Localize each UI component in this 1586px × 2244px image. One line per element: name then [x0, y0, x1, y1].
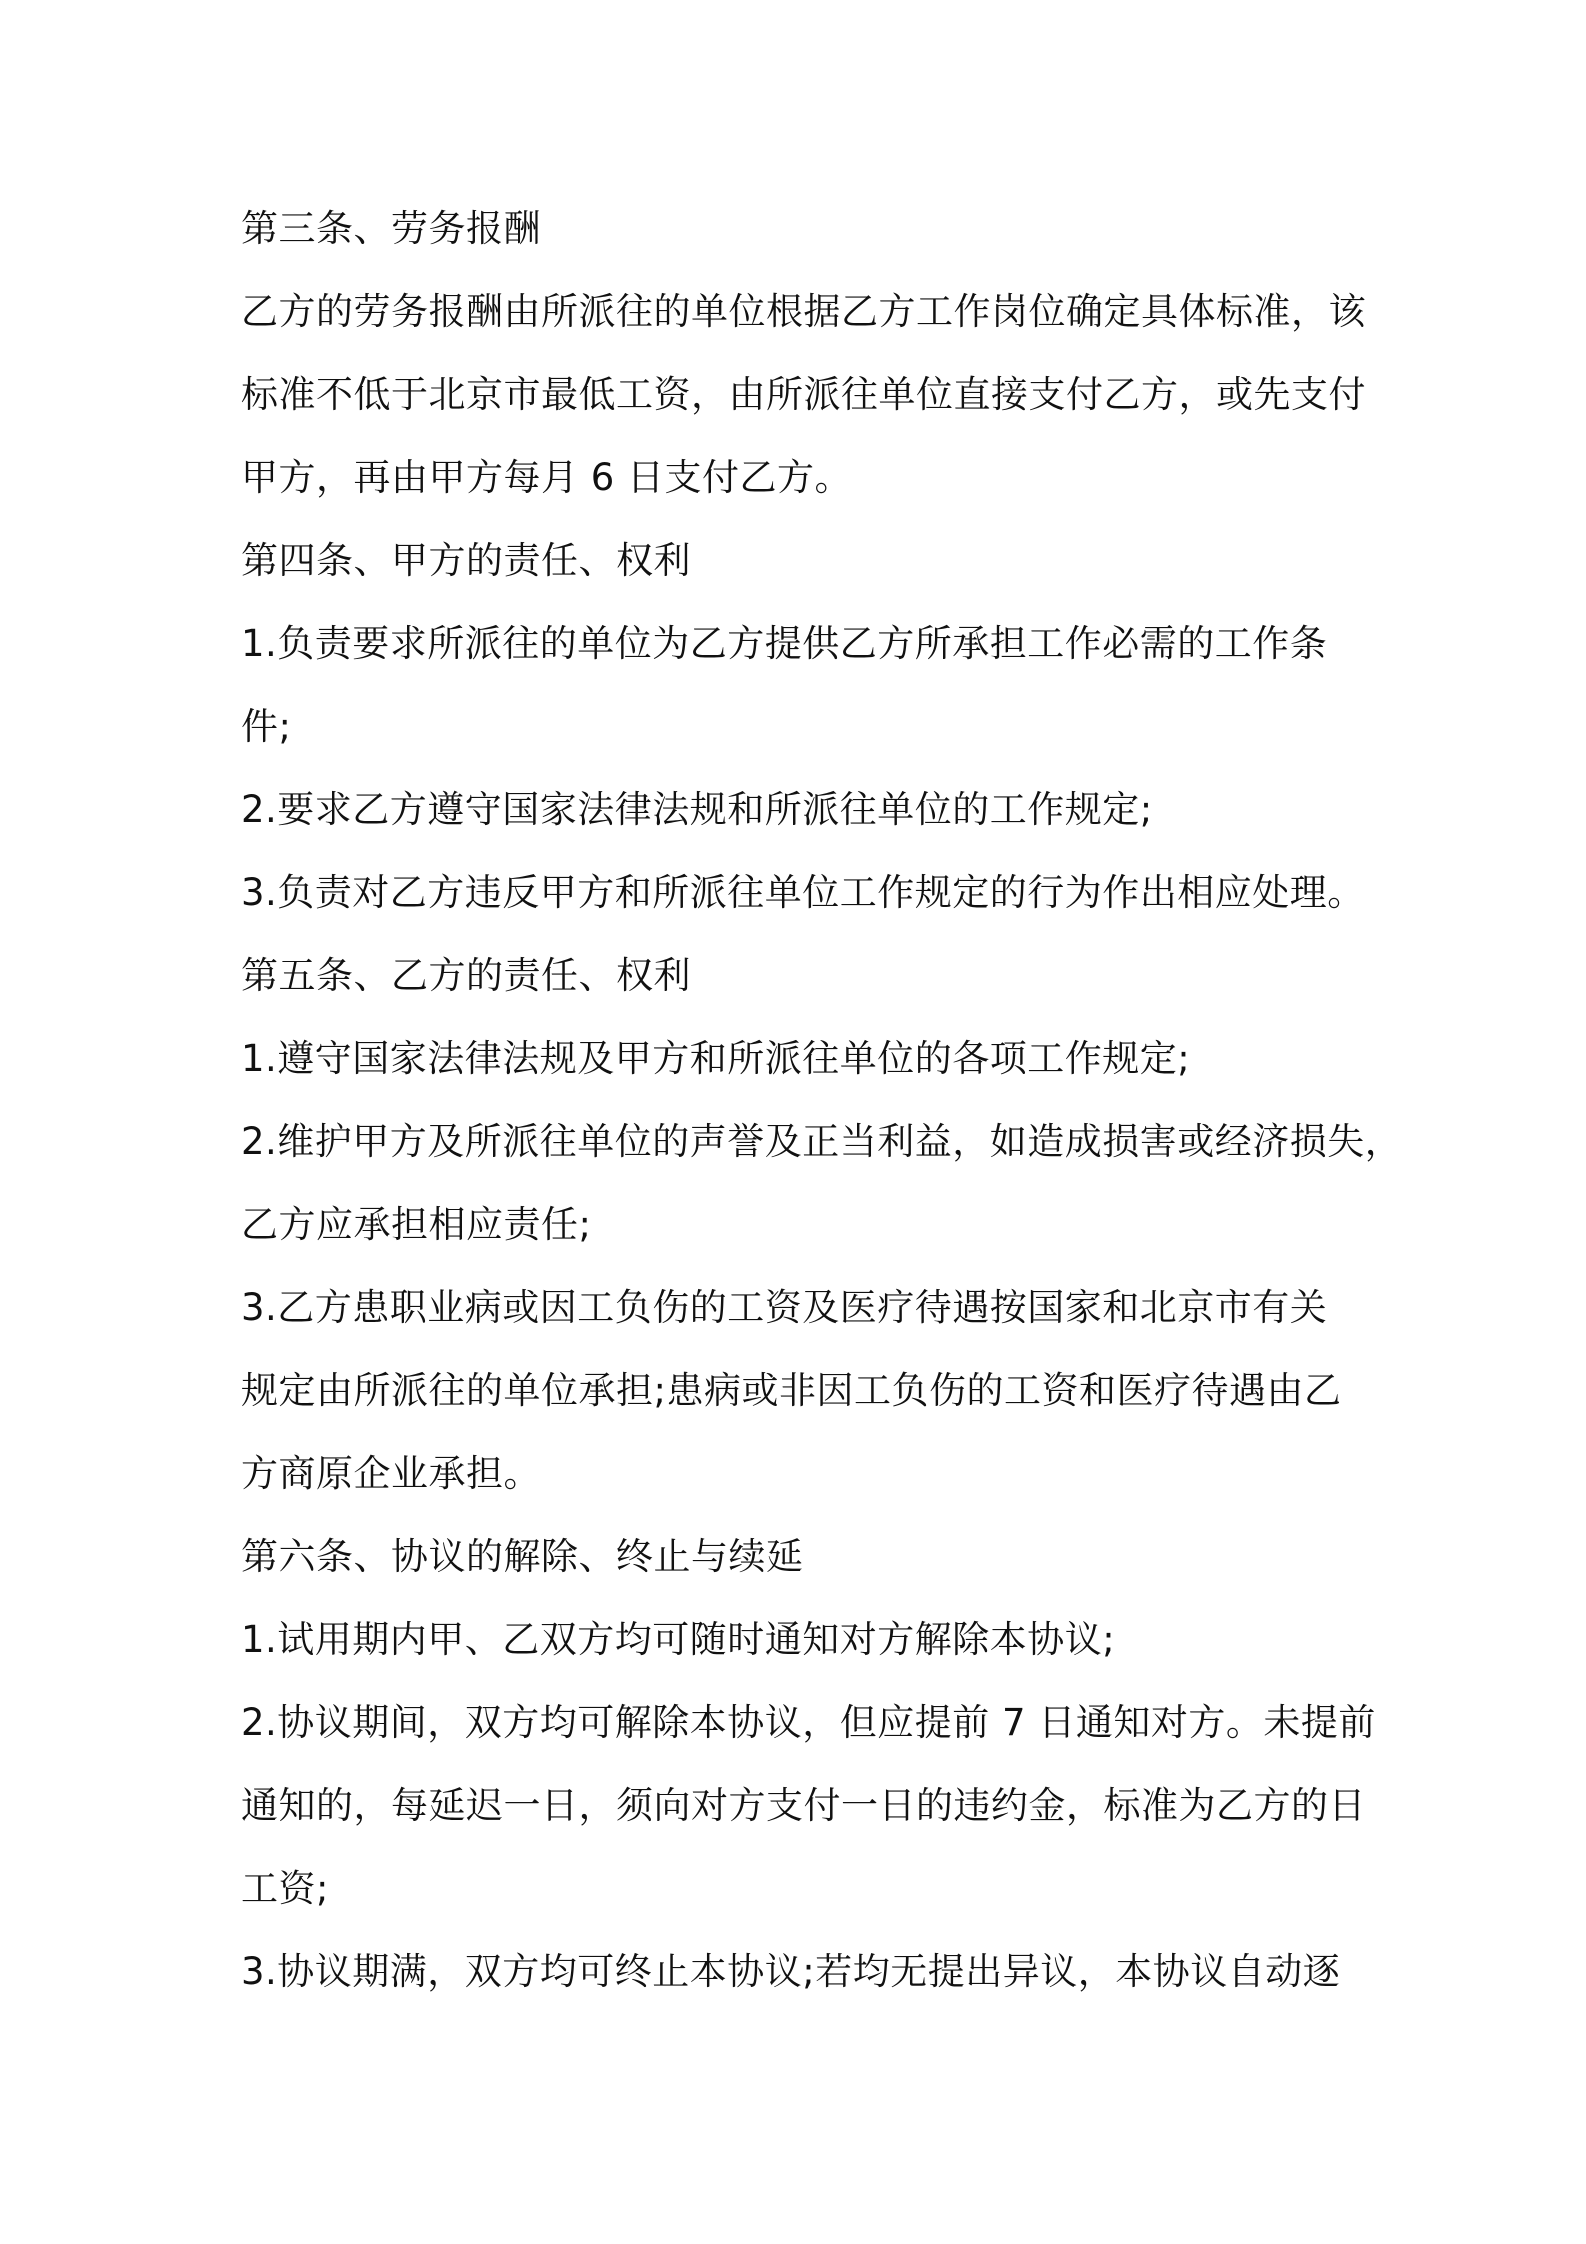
article-3-heading: 第三条、劳务报酬: [241, 207, 541, 250]
article-6-item-2-line-3: 工资;: [241, 1867, 329, 1910]
article-4-item-3: 3.负责对乙方违反甲方和所派往单位工作规定的行为作出相应处理。: [241, 871, 1365, 914]
article-3-text-line-1: 乙方的劳务报酬由所派往的单位根据乙方工作岗位确定具体标准，该: [241, 290, 1366, 333]
article-6-item-2-line-1: 2.协议期间，双方均可解除本协议，但应提前 7 日通知对方。未提前: [241, 1701, 1376, 1744]
article-4-heading: 第四条、甲方的责任、权利: [241, 539, 691, 582]
article-3-text-line-2: 标准不低于北京市最低工资，由所派往单位直接支付乙方，或先支付: [241, 373, 1366, 416]
article-5-item-1: 1.遵守国家法律法规及甲方和所派往单位的各项工作规定;: [241, 1037, 1191, 1080]
article-3-text-line-3: 甲方，再由甲方每月 6 日支付乙方。: [241, 456, 853, 499]
article-6-item-1: 1.试用期内甲、乙双方均可随时通知对方解除本协议;: [241, 1618, 1116, 1661]
article-6-item-2-line-2: 通知的，每延迟一日，须向对方支付一日的违约金，标准为乙方的日: [241, 1784, 1366, 1827]
article-5-item-2-line-1: 2.维护甲方及所派往单位的声誉及正当利益，如造成损害或经济损失，: [241, 1120, 1403, 1163]
article-5-item-3-line-2: 规定由所派往的单位承担;患病或非因工负伤的工资和医疗待遇由乙: [241, 1369, 1342, 1412]
article-6-heading: 第六条、协议的解除、终止与续延: [241, 1535, 804, 1578]
article-5-item-3-line-1: 3.乙方患职业病或因工负伤的工资及医疗待遇按国家和北京市有关: [241, 1286, 1328, 1329]
article-6-item-3-line-1: 3.协议期满，双方均可终止本协议;若均无提出异议，本协议自动逐: [241, 1950, 1341, 1993]
article-4-item-1-line-1: 1.负责要求所派往的单位为乙方提供乙方所承担工作必需的工作条: [241, 622, 1328, 665]
article-4-item-1-line-2: 件;: [241, 705, 292, 748]
article-5-heading: 第五条、乙方的责任、权利: [241, 954, 691, 997]
article-5-item-2-line-2: 乙方应承担相应责任;: [241, 1203, 592, 1246]
article-5-item-3-line-3: 方商原企业承担。: [241, 1452, 541, 1495]
article-4-item-2: 2.要求乙方遵守国家法律法规和所派往单位的工作规定;: [241, 788, 1153, 831]
